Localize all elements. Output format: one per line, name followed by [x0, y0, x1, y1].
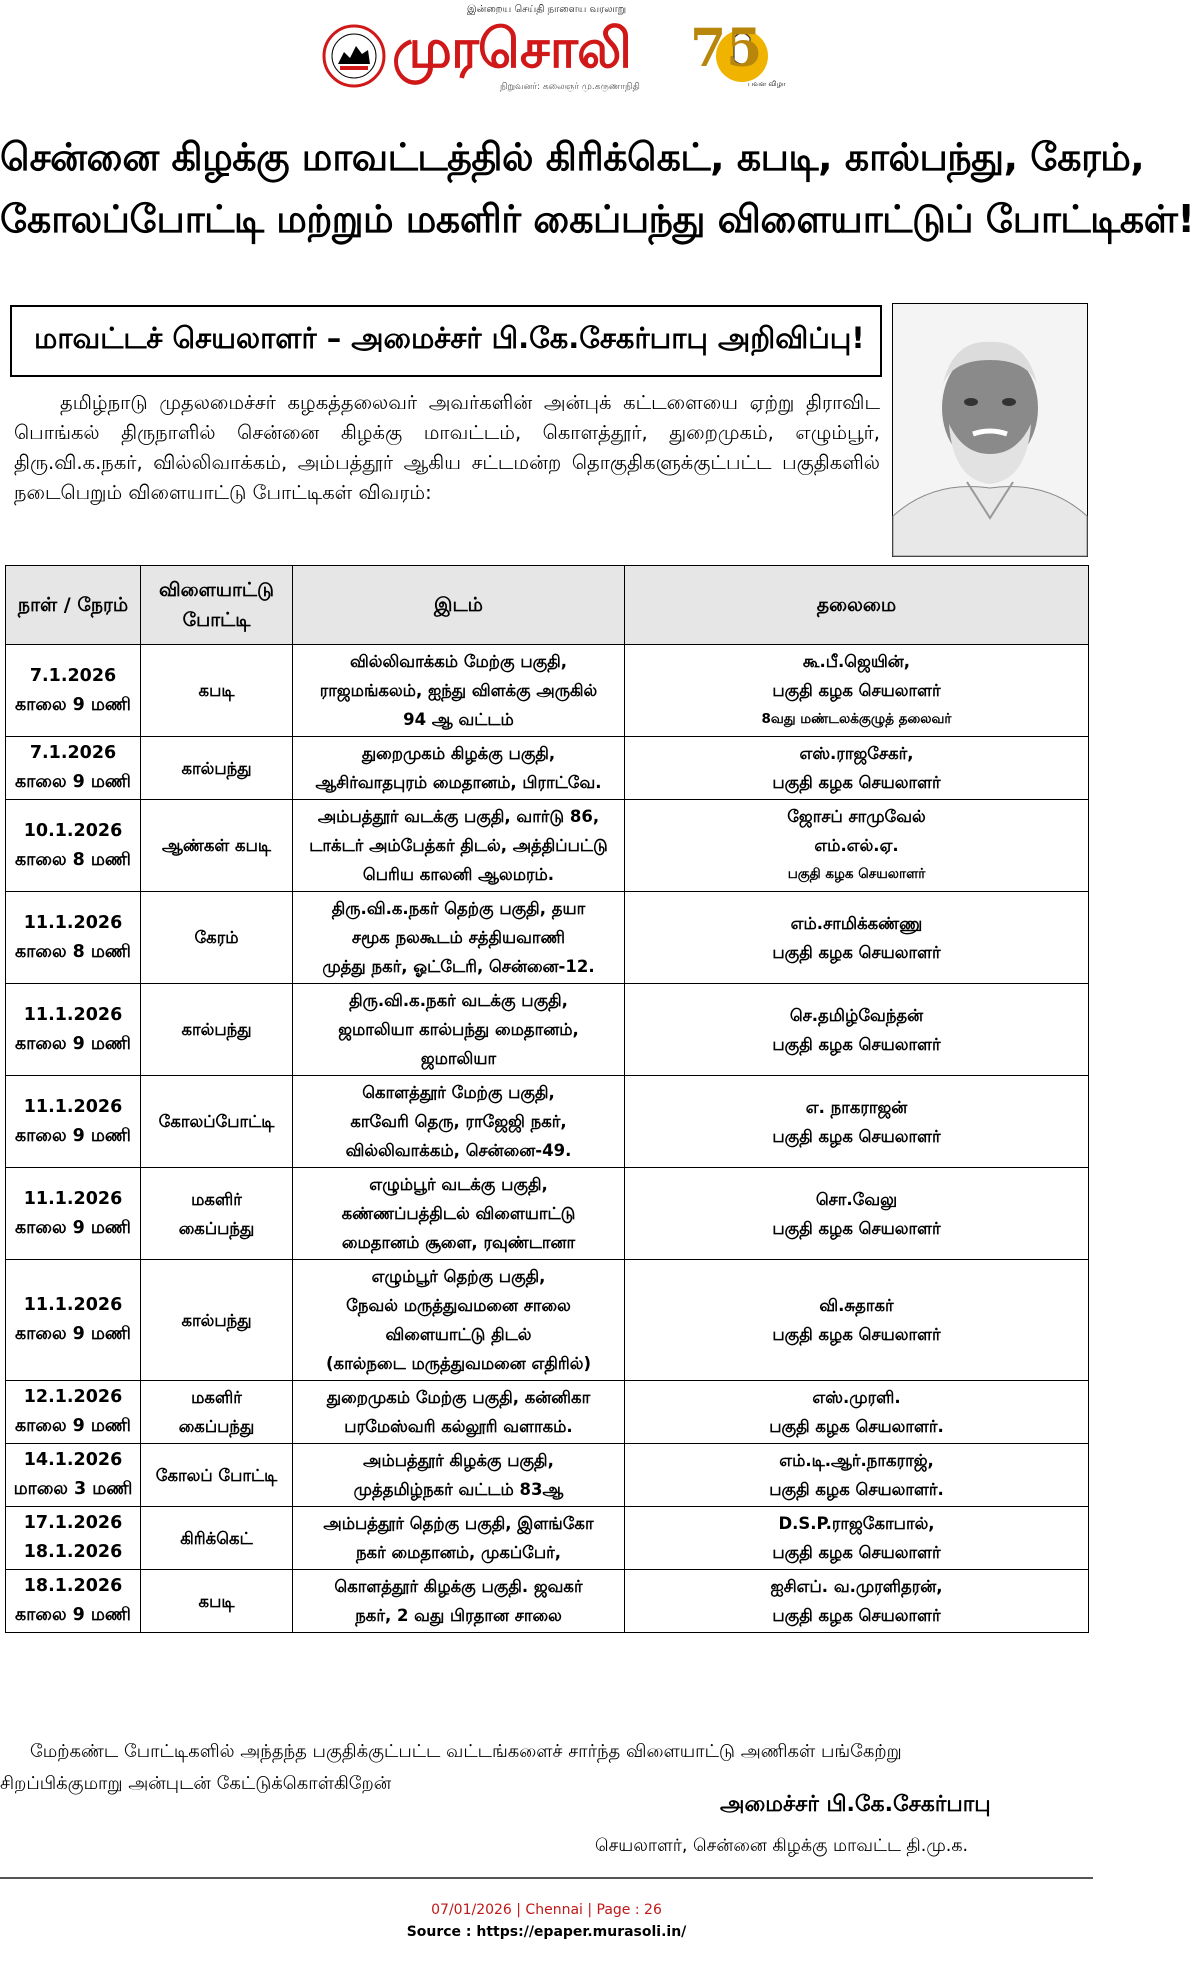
headline-line-1: சென்னை கிழக்கு மாவட்டத்தில் கிரிக்கெட், கபடி, கால்பந்து, கேரம்,: [0, 135, 1145, 179]
anniversary-text: பவள விழா: [748, 80, 786, 88]
masthead: [0, 0, 1093, 100]
portrait-photo: [892, 303, 1088, 557]
cell-venue: [293, 984, 625, 1076]
cell-venue-line: அம்பத்தூர் தெற்கு பகுதி, இளங்கோ: [323, 1514, 594, 1533]
cell-venue-line: ஆசிர்வாதபுரம் மைதானம், பிராட்வே.: [315, 773, 602, 792]
cell-date-time-line: 11.1.2026: [23, 1004, 123, 1025]
cell-leader-line: செ.தமிழ்வேந்தன்: [789, 1005, 924, 1025]
cell-date-time: [6, 1381, 141, 1444]
cell-date-time: [6, 1570, 141, 1633]
cell-venue-line: பெரிய காலனி ஆலமரம்.: [362, 865, 555, 884]
cell-date-time-line: 12.1.2026: [23, 1387, 123, 1407]
cell-date-time-line: 18.1.2026: [23, 1576, 123, 1596]
cell-leader: [625, 800, 1089, 892]
cell-venue-line: முத்து நகர், ஓட்டேரி, சென்னை-12.: [322, 957, 595, 976]
cell-leader: [625, 1381, 1089, 1444]
anniversary-number: 75: [690, 18, 763, 79]
table-row: [6, 1076, 1089, 1168]
cell-venue-line: அம்பத்தூர் கிழக்கு பகுதி,: [363, 1451, 554, 1470]
cell-game-line: மகளிர்: [191, 1388, 242, 1407]
cell-venue-line: நகர் மைதானம், முகப்பேர்,: [355, 1543, 562, 1562]
cell-date-time: [6, 1076, 141, 1168]
emblem-icon: [322, 24, 386, 88]
cell-date-time: [6, 800, 141, 892]
table-row: [6, 1381, 1089, 1444]
cell-game-line: கால்பந்து: [181, 758, 252, 778]
headline-line-2: கோலப்போட்டி மற்றும் மகளிர் கைப்பந்து விளையாட்டுப் போட்டிகள்!: [0, 197, 1194, 241]
cell-venue-line: பரமேஸ்வரி கல்லூரி வளாகம்.: [344, 1417, 573, 1436]
cell-date-time-line: காலை 9 மணி: [15, 772, 131, 792]
cell-venue-line: திரு.வி.க.நகர் தெற்கு பகுதி, தயா: [331, 899, 586, 918]
cell-venue: [293, 1381, 625, 1444]
header-venue: இடம்: [293, 566, 625, 645]
cell-date-time: [6, 1444, 141, 1507]
cell-leader: [625, 892, 1089, 984]
intro-text: தமிழ்நாடு முதலமைச்சர் கழகத்தலைவர் அவர்களின் அன்புக் கட்டளையை ஏற்று திராவிட பொங்கல் திருநாளில் சென்னை கிழக்கு மாவட்டம், கொளத்தூர், துறைமுகம், எழும்பூர், திரு.வி.க.நகர், வில்லிவாக்கம், அம்பத்தூர் ஆகிய சட்டமன்ற தொகுதிகளுக்குட்பட்ட பகுதிகளில் நடைபெறும் விளையாட்டு போட்டிகள் விவரம்:: [14, 391, 880, 504]
cell-game-line: கபடி: [198, 1591, 235, 1611]
cell-leader-line: பகுதி கழக செயலாளர்.: [769, 1417, 944, 1436]
cell-venue: [293, 1570, 625, 1633]
closing-line-1: மேற்கண்ட போட்டிகளில் அந்தந்த பகுதிக்குட்பட்ட வட்டங்களைச் சார்ந்த விளையாட்டு அணிகள் பங்கேற்று: [30, 1741, 902, 1762]
masthead-logo: முரசொலி: [392, 16, 631, 80]
cell-game-line: கோலப்போட்டி: [158, 1112, 275, 1131]
cell-game: [141, 1507, 293, 1570]
masthead-tagline: இன்றைய செய்தி நாளைய வரலாறு: [466, 4, 627, 15]
cell-date-time: [6, 892, 141, 984]
cell-leader-line: எஸ்.ராஜசேகர்,: [799, 744, 914, 763]
cell-game: [141, 1444, 293, 1507]
cell-leader-line: பகுதி கழக செயலாளர்: [772, 773, 941, 792]
schedule-table: [5, 565, 1089, 1633]
cell-date-time-line: காலை 9 மணி: [15, 694, 131, 715]
cell-date-time-line: மாலை 3 மணி: [13, 1479, 133, 1499]
table-row: [6, 984, 1089, 1076]
cell-game: [141, 1381, 293, 1444]
cell-leader-line: வி.சுதாகர்: [819, 1296, 894, 1315]
cell-leader-line: பகுதி கழக செயலாளர்: [772, 1218, 941, 1238]
cell-venue-line: வில்லிவாக்கம், சென்னை-49.: [345, 1141, 572, 1160]
header-game: விளையாட்டு போட்டி: [141, 566, 293, 645]
cell-date-time-line: 7.1.2026: [29, 665, 117, 686]
cell-leader-line: D.S.P.ராஜகோபால்,: [778, 1514, 935, 1533]
table-row: [6, 1570, 1089, 1633]
cell-date-time-line: காலை 9 மணி: [15, 1217, 131, 1238]
cell-leader-line: பகுதி கழக செயலாளர்: [772, 1034, 941, 1054]
signature-name: அமைச்சர் பி.கே.சேகர்பாபு: [720, 1792, 991, 1817]
cell-leader-line: 8வது மண்டலக்குழுத் தலைவர்: [761, 711, 952, 727]
cell-venue-line: ஜமாலியா: [420, 1049, 497, 1068]
cell-leader-line: எம்.சாமிக்கண்ணு: [790, 913, 923, 933]
cell-game-line: மகளிர்: [191, 1189, 242, 1209]
table-row: [6, 645, 1089, 737]
cell-leader-line: பகுதி கழக செயலாளர்: [787, 866, 926, 882]
cell-date-time: [6, 1168, 141, 1260]
cell-date-time: [6, 737, 141, 800]
cell-game: [141, 1260, 293, 1381]
cell-leader-line: எம்.டி.ஆர்.நாகராஜ்,: [779, 1451, 934, 1470]
cell-date-time-line: காலை 8 மணி: [15, 941, 131, 962]
table-row: [6, 1444, 1089, 1507]
cell-venue: [293, 737, 625, 800]
subheading: மாவட்டச் செயலாளர் – அமைச்சர் பி.கே.சேகர்பாபு அறிவிப்பு!: [34, 321, 865, 355]
footer-source: Source : https://epaper.murasoli.in/: [406, 1924, 687, 1940]
cell-leader-line: எஸ்.முரளி.: [812, 1388, 901, 1407]
header-date-time: நாள் / நேரம்: [6, 566, 141, 645]
cell-leader: [625, 1570, 1089, 1633]
cell-date-time-line: 10.1.2026: [23, 820, 123, 841]
table-row: [6, 1507, 1089, 1570]
cell-venue: [293, 892, 625, 984]
cell-leader: [625, 1507, 1089, 1570]
cell-venue: [293, 645, 625, 737]
cell-game: [141, 1076, 293, 1168]
signature-role: செயலாளர், சென்னை கிழக்கு மாவட்ட தி.மு.க.: [595, 1836, 969, 1856]
cell-date-time-line: 11.1.2026: [23, 912, 123, 933]
cell-date-time: [6, 1260, 141, 1381]
cell-venue-line: கொளத்தூர் மேற்கு பகுதி,: [362, 1083, 555, 1102]
cell-game: [141, 800, 293, 892]
cell-venue-line: (கால்நடை மருத்துவமனை எதிரில்): [325, 1354, 592, 1373]
cell-venue-line: எழும்பூர் வடக்கு பகுதி,: [369, 1175, 548, 1194]
cell-leader-line: பகுதி கழக செயலாளர்: [772, 1606, 941, 1625]
cell-leader: [625, 1076, 1089, 1168]
footer-divider: [0, 1877, 1093, 1879]
table-header-row: [6, 566, 1089, 645]
cell-date-time: [6, 984, 141, 1076]
cell-date-time-line: காலை 9 மணி: [15, 1324, 131, 1344]
cell-game: [141, 645, 293, 737]
subheading-box: [10, 305, 882, 377]
cell-leader: [625, 1444, 1089, 1507]
cell-leader-line: பகுதி கழக செயலாளர்: [772, 1325, 941, 1344]
cell-game: [141, 892, 293, 984]
portrait-image: [893, 304, 1087, 556]
cell-venue-line: ஜமாலியா கால்பந்து மைதானம்,: [338, 1020, 579, 1039]
cell-game-line: கால்பந்து: [181, 1020, 252, 1039]
cell-venue-line: முத்தமிழ்நகர் வட்டம் 83ஆ: [353, 1480, 564, 1499]
footer-edition: 07/01/2026 | Chennai | Page : 26: [431, 1902, 662, 1918]
cell-date-time-line: காலை 9 மணி: [15, 1416, 131, 1436]
cell-date-time-line: 11.1.2026: [23, 1096, 123, 1117]
cell-game-line: ஆண்கள் கபடி: [161, 836, 271, 855]
cell-leader: [625, 737, 1089, 800]
cell-game-line: கால்பந்து: [181, 1310, 252, 1330]
cell-leader: [625, 645, 1089, 737]
cell-venue-line: காவேரி தெரு, ராஜேஜி நகர்,: [350, 1112, 567, 1131]
cell-venue-line: ராஜமங்கலம், ஐந்து விளக்கு அருகில்: [319, 681, 598, 700]
closing-line-2: சிறப்பிக்குமாறு அன்புடன் கேட்டுக்கொள்கிறேன்: [0, 1773, 392, 1794]
cell-game: [141, 737, 293, 800]
cell-venue-line: மைதானம் சூளை, ரவுண்டானா: [341, 1233, 576, 1252]
cell-game-line: கபடி: [198, 681, 235, 700]
cell-leader-line: எம்.எல்.ஏ.: [814, 836, 899, 855]
cell-leader-line: பகுதி கழக செயலாளர்: [772, 1543, 941, 1562]
cell-leader-line: பகுதி கழக செயலாளர்: [772, 1126, 941, 1146]
cell-venue-line: டாக்டர் அம்பேத்கர் திடல், அத்திப்பட்டு: [309, 836, 608, 855]
cell-venue-line: எழும்பூர் தெற்கு பகுதி,: [371, 1267, 546, 1286]
cell-game: [141, 984, 293, 1076]
table-row: [6, 1260, 1089, 1381]
table-row: [6, 1168, 1089, 1260]
cell-game-line: கோலப் போட்டி: [155, 1465, 278, 1485]
cell-venue: [293, 1076, 625, 1168]
cell-venue-line: துறைமுகம் மேற்கு பகுதி, கன்னிகா: [326, 1388, 591, 1407]
cell-date-time: [6, 1507, 141, 1570]
cell-leader-line: எ. நாகராஜன்: [805, 1097, 908, 1117]
cell-date-time-line: 7.1.2026: [29, 743, 117, 763]
cell-leader-line: ஐசிஎப். வ.முரளிதரன்,: [770, 1577, 943, 1596]
cell-game-line: கிரிக்கெட்: [180, 1528, 253, 1548]
cell-date-time-line: காலை 9 மணி: [15, 1605, 131, 1625]
cell-venue-line: சமூக நலகூடம் சத்தியவாணி: [351, 928, 566, 947]
cell-venue: [293, 800, 625, 892]
table-row: [6, 800, 1089, 892]
cell-leader: [625, 984, 1089, 1076]
cell-leader-line: பகுதி கழக செயலாளர்.: [769, 1480, 944, 1499]
cell-date-time-line: 18.1.2026: [23, 1542, 123, 1562]
cell-leader: [625, 1168, 1089, 1260]
cell-date-time-line: 17.1.2026: [23, 1513, 123, 1533]
cell-venue-line: நேவல் மருத்துவமனை சாலை: [346, 1296, 571, 1315]
cell-game-line: கைப்பந்து: [178, 1417, 255, 1436]
cell-leader-line: கூ.பீ.ஜெயின்,: [802, 652, 911, 671]
cell-venue-line: விளையாட்டு திடல்: [385, 1325, 532, 1344]
cell-venue-line: கண்ணப்பத்திடல் விளையாட்டு: [341, 1204, 576, 1223]
cell-venue-line: வில்லிவாக்கம் மேற்கு பகுதி,: [350, 652, 567, 671]
cell-venue: [293, 1507, 625, 1570]
cell-game: [141, 1570, 293, 1633]
cell-leader-line: பகுதி கழக செயலாளர்: [772, 681, 941, 700]
cell-venue-line: அம்பத்தூர் வடக்கு பகுதி, வார்டு 86,: [317, 807, 600, 826]
cell-venue: [293, 1444, 625, 1507]
cell-leader-line: சொ.வேலு: [815, 1189, 898, 1209]
intro-paragraph: [14, 388, 880, 508]
cell-date-time: [6, 645, 141, 737]
table-row: [6, 892, 1089, 984]
masthead-founder: நிறுவனர்: கலைஞர் மு.கருணாநிதி: [500, 82, 640, 92]
cell-leader-line: ஜோசப் சாமுவேல்: [787, 807, 926, 826]
cell-game-line: கேரம்: [194, 928, 239, 947]
headline: [0, 126, 1194, 250]
header-leader: தலைமை: [625, 566, 1089, 645]
cell-date-time-line: 11.1.2026: [23, 1188, 123, 1209]
cell-venue-line: துறைமுகம் கிழக்கு பகுதி,: [361, 744, 556, 763]
cell-date-time-line: 14.1.2026: [23, 1450, 123, 1470]
cell-game: [141, 1168, 293, 1260]
cell-leader-line: பகுதி கழக செயலாளர்: [772, 942, 941, 962]
cell-venue-line: கொளத்தூர் கிழக்கு பகுதி. ஜவகர்: [334, 1577, 583, 1596]
cell-game-line: கைப்பந்து: [178, 1218, 255, 1238]
cell-venue: [293, 1168, 625, 1260]
cell-date-time-line: காலை 9 மணி: [15, 1125, 131, 1146]
cell-date-time-line: காலை 8 மணி: [15, 849, 131, 870]
table-row: [6, 737, 1089, 800]
cell-venue: [293, 1260, 625, 1381]
cell-date-time-line: காலை 9 மணி: [15, 1033, 131, 1054]
cell-venue-line: நகர், 2 வது பிரதான சாலை: [355, 1606, 562, 1625]
cell-venue-line: திரு.வி.க.நகர் வடக்கு பகுதி,: [349, 991, 568, 1010]
anniversary-emblem: [688, 8, 786, 94]
cell-date-time-line: 11.1.2026: [23, 1295, 123, 1315]
cell-leader: [625, 1260, 1089, 1381]
cell-venue-line: 94 ஆ வட்டம்: [403, 710, 514, 729]
